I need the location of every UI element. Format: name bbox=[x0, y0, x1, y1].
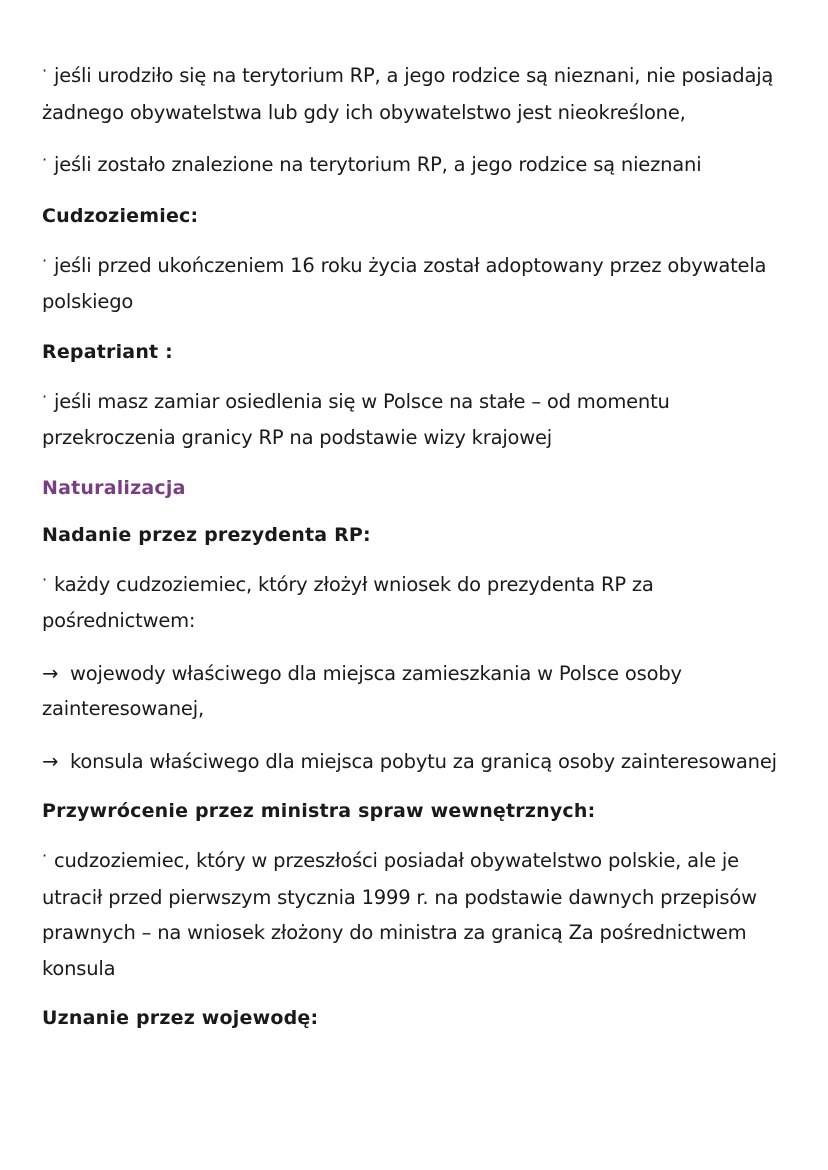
paragraph-text: wojewody właściwego dla miejsca zamieszkania w Polsce osoby zainteresowanej, bbox=[42, 661, 682, 720]
paragraph-text: konsula właściwego dla miejsca pobytu za granicą osoby zainteresowanej bbox=[70, 749, 777, 773]
bullet-icon: · bbox=[42, 250, 47, 270]
document-page bbox=[42, 58, 792, 1050]
paragraph-born-in-rp bbox=[42, 58, 792, 130]
paragraph-repatriation bbox=[42, 384, 792, 456]
bullet-icon: · bbox=[42, 386, 47, 406]
paragraph-found-in-rp bbox=[42, 147, 792, 184]
heading-naturalizacja: Naturalizacja bbox=[42, 476, 186, 499]
arrow-right-icon: → bbox=[42, 749, 59, 773]
arrow-right-icon: → bbox=[42, 661, 59, 685]
paragraph-text: jeśli zostało znalezione na terytorium RP, a jego rodzice są nieznani bbox=[54, 153, 702, 176]
paragraph-text: jeśli masz zamiar osiedlenia się w Polsce na stałe – od momentu przekroczenia granicy RP na podstawie wizy krajowej bbox=[42, 389, 670, 449]
paragraph-voivode bbox=[42, 656, 792, 727]
paragraph-restoration bbox=[42, 843, 792, 986]
bullet-icon: · bbox=[42, 61, 47, 80]
paragraph-text: każdy cudzoziemiec, który złożył wniosek do prezydenta RP za pośrednictwem: bbox=[42, 572, 654, 632]
heading-nadanie: Nadanie przez prezydenta RP: bbox=[42, 523, 371, 546]
paragraph-application-president bbox=[42, 567, 792, 639]
heading-uznanie: Uznanie przez wojewodę: bbox=[42, 1007, 319, 1029]
paragraph-consul bbox=[42, 744, 792, 780]
heading-przywrocenie: Przywrócenie przez ministra spraw wewnętrznych: bbox=[42, 800, 596, 822]
paragraph-text: cudzoziemiec, który w przeszłości posiadał obywatelstwo polskie, ale je utracił przed pierwszym stycznia 1999 r. na podstawie dawnych przepisów prawnych – na wniosek złożony do ministra za granicą Za pośrednictwem konsula bbox=[42, 849, 757, 980]
bullet-icon: · bbox=[42, 569, 47, 589]
heading-cudzoziemiec: Cudzoziemiec: bbox=[42, 204, 199, 227]
paragraph-adoption bbox=[42, 248, 792, 320]
bullet-icon: · bbox=[42, 150, 47, 169]
bullet-icon: · bbox=[42, 846, 47, 865]
paragraph-text: jeśli urodziło się na terytorium RP, a jego rodzice są nieznani, nie posiadają żadnego obywatelstwa lub gdy ich obywatelstwo jest nieokreślone, bbox=[42, 64, 774, 124]
heading-repatriant: Repatriant : bbox=[42, 340, 173, 363]
paragraph-text: jeśli przed ukończeniem 16 roku życia został adoptowany przez obywatela polskiego bbox=[42, 253, 767, 313]
